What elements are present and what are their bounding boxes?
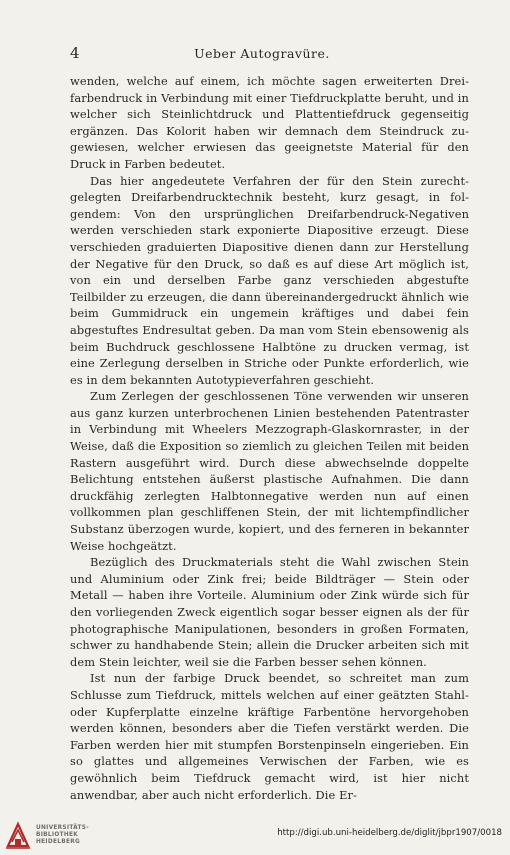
library-name-line-1: UNIVERSITÄTS-	[36, 825, 89, 831]
page-footer	[0, 818, 510, 855]
book-tower-icon	[4, 820, 32, 850]
paragraph-1: wenden, welche auf einem, ich möchte sagen erweiterten Dreifarbendruck in Verbindung mit einer Tiefdruckplatte beruht, und in welcher sich Steinlichtdruck und Plattentiefdruck gegenseitig ergänzen. Das Kolorit haben wir demnach dem Steindruck zugewiesen, welcher erwiesen das geeignetste Material für den Druck in Farben bedeutet.	[70, 74, 469, 171]
library-name-line-2: BIBLIOTHEK	[36, 832, 79, 838]
page-header	[70, 44, 454, 64]
source-url-link[interactable]: http://digi.ub.uni-heidelberg.de/diglit/jbpr1907/0018	[277, 828, 502, 838]
library-logo[interactable]	[4, 820, 114, 854]
body-text	[70, 73, 469, 803]
paragraph-3: Zum Zerlegen der geschlossenen Töne verwenden wir unseren aus ganz kurzen unterbrochenen Linien bestehenden Patentraster in Verbindung mit Wheelers Mezzograph-Glaskornraster, in der Weise, daß die Exposition so ziemlich zu gleichen Teilen mit beiden Rastern ausgeführt wird. Durch diese abwechselnde doppelte Belichtung entstehen äußerst plastische Aufnahmen. Die dann druckfähig zerlegten Halbtonnegative werden nun auf einen vollkommen plan geschliffenen Stein, der mit lichtempfindlicher Substanz überzogen wurde, kopiert, und des ferneren in bekannter Weise hochgeätzt.	[70, 389, 469, 553]
running-title: Ueber Autogravüre.	[194, 46, 330, 61]
library-name	[36, 825, 89, 846]
library-name-line-3: HEIDELBERG	[36, 839, 81, 845]
page-number: 4	[70, 44, 81, 62]
paragraph-4: Bezüglich des Druckmaterials steht die Wahl zwischen Stein und Aluminium oder Zink frei; beide Bildträger — Stein oder Metall — haben ihre Vorteile. Aluminium oder Zink würde sich für den vorliegenden Zweck eigentlich sogar besser eignen als der für photographische Manipulationen, besonders in großen Formaten, schwer zu handhabende Stein; allein die Drucker arbeiten sich mit dem Stein leichter, weil sie die Farben besser sehen können.	[70, 555, 469, 669]
paragraph-2: Das hier angedeutete Verfahren der für den Stein zurechtgelegten Dreifarbendrucktechnik besteht, kurz gesagt, in folgendem: Von den ursprünglichen Dreifarbendruck-Negativen werden verschieden stark exponierte Diapositive erzeugt. Diese verschieden graduierten Diapositive dienen dann zur Herstellung der Negative für den Druck, so daß es auf diese Art möglich ist, von ein und derselben Farbe ganz verschieden abgestufte Teilbilder zu erzeugen, die dann übereinandergedruckt ähnlich wie beim Gummidruck ein ungemein kräftiges und dabei fein abgestuftes Endresultat geben. Da man vom Stein ebensowenig als beim Buchdruck geschlossene Halbtöne zu drucken vermag, ist eine Zerlegung derselben in Striche oder Punkte erforderlich, wie es in dem bekannten Autotypieverfahren geschieht.	[70, 173, 469, 387]
paragraph-5: Ist nun der farbige Druck beendet, so schreitet man zum Schlusse zum Tiefdruck, mittels welchen auf einer geätzten Stahl- oder Kupferplatte einzelne kräftige Farbentöne hervorgehoben werden können, besonders aber die Tiefen verstärkt werden. Die Farben werden hier mit stumpfen Borstenpinseln eingerieben. Ein so glattes und allgemeines Verwischen der Farben, wie es gewöhnlich beim Tiefdruck gemacht wird, ist hier nicht anwendbar, aber auch nicht erforderlich. Die Er-	[70, 671, 469, 802]
